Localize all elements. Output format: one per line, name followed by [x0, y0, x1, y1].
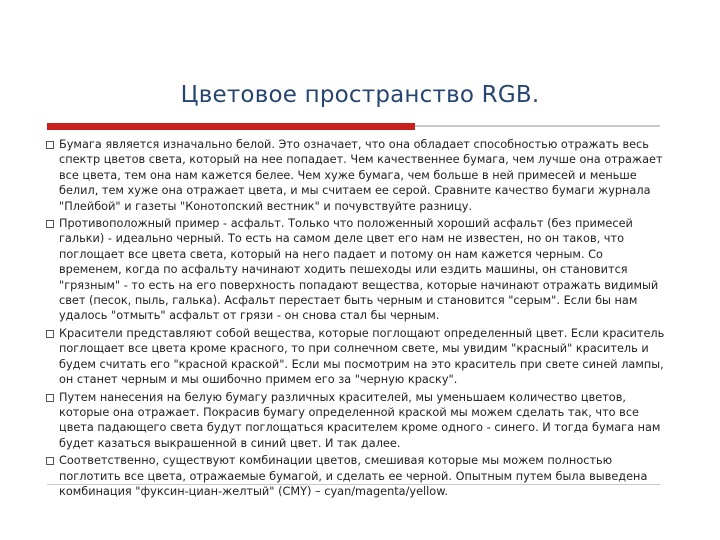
paragraph-paper	[46, 137, 666, 214]
paragraph-text: Соответственно, существуют комбинации цветов, смешивая которые мы можем полностью поглотить все цвета, отражаемые бумагой, и сделать ее черной. Опытным путем была выведена комбинация "фуксин-циан-желтый" (CMY) – cyan/magenta/yellow.	[59, 454, 648, 498]
square-bullet-icon	[46, 141, 54, 149]
paragraph-asphalt	[46, 216, 666, 324]
square-bullet-icon	[46, 394, 54, 402]
square-bullet-icon	[46, 457, 54, 465]
paragraph-text: Бумага является изначально белой. Это означает, что она обладает способностью отражать весь спектр цветов света, который на нее попадает. Чем качественнее бумага, чем лучше она отражает все цвета, тем она нам кажется белее. Чем хуже бумага, чем больше в ней примесей и меньше белил, тем хуже она отражает цвета, и мы считаем ее серой. Сравните качество бумаги журнала "Плейбой" и газеты "Конотопский вестник" и почувствуйте разницу.	[59, 138, 663, 213]
paragraph-cmy	[46, 453, 666, 499]
paragraph-text: Красители представляют собой вещества, которые поглощают определенный цвет. Если краситель поглощает все цвета кроме красного, то при солнечном свете, мы увидим "красный" краситель и будем считать его "красной краской". Если мы посмотрим на это краситель при свете синей лампы, он станет черным и мы ошибочно примем его за "черную краску".	[59, 326, 665, 387]
paragraph-text: Противоположный пример - асфальт. Только что положенный хороший асфальт (без примесей гальки) - идеально черный. То есть на самом деле цвет его нам не известен, но он таков, что поглощает все цвета света, который на него падает и потому он нам кажется черным. Со временем, когда по асфальту начинают ходить пешеходы или ездить машины, он становится "грязным" - то есть на его поверхность попадают вещества, которые начинают отражать видимый свет (песок, пыль, галька). Асфальт перестает быть черным и становится "серым". Если бы нам удалось "отмыть" асфальт от грязи - он снова стал бы черным.	[59, 217, 659, 323]
paragraph-text: Путем нанесения на белую бумагу различных красителей, мы уменьшаем количество цветов, которые она отражает. Покрасив бумагу определенной краской мы можем сделать так, что все цвета падающего света будут поглощаться красителем кроме одного - синего. И тогда бумага нам будет казаться выкрашенной в синий цвет. И так далее.	[59, 390, 661, 450]
paragraph-paper-dyeing	[46, 390, 666, 452]
title-accent-bar	[47, 123, 415, 130]
paragraph-dyes	[46, 326, 666, 388]
square-bullet-icon	[46, 330, 54, 338]
slide-body	[46, 137, 666, 501]
slide-title: Цветовое пространство RGB.	[180, 82, 540, 108]
square-bullet-icon	[46, 220, 54, 228]
bottom-divider-line	[47, 484, 660, 485]
title-divider-line	[415, 125, 660, 127]
